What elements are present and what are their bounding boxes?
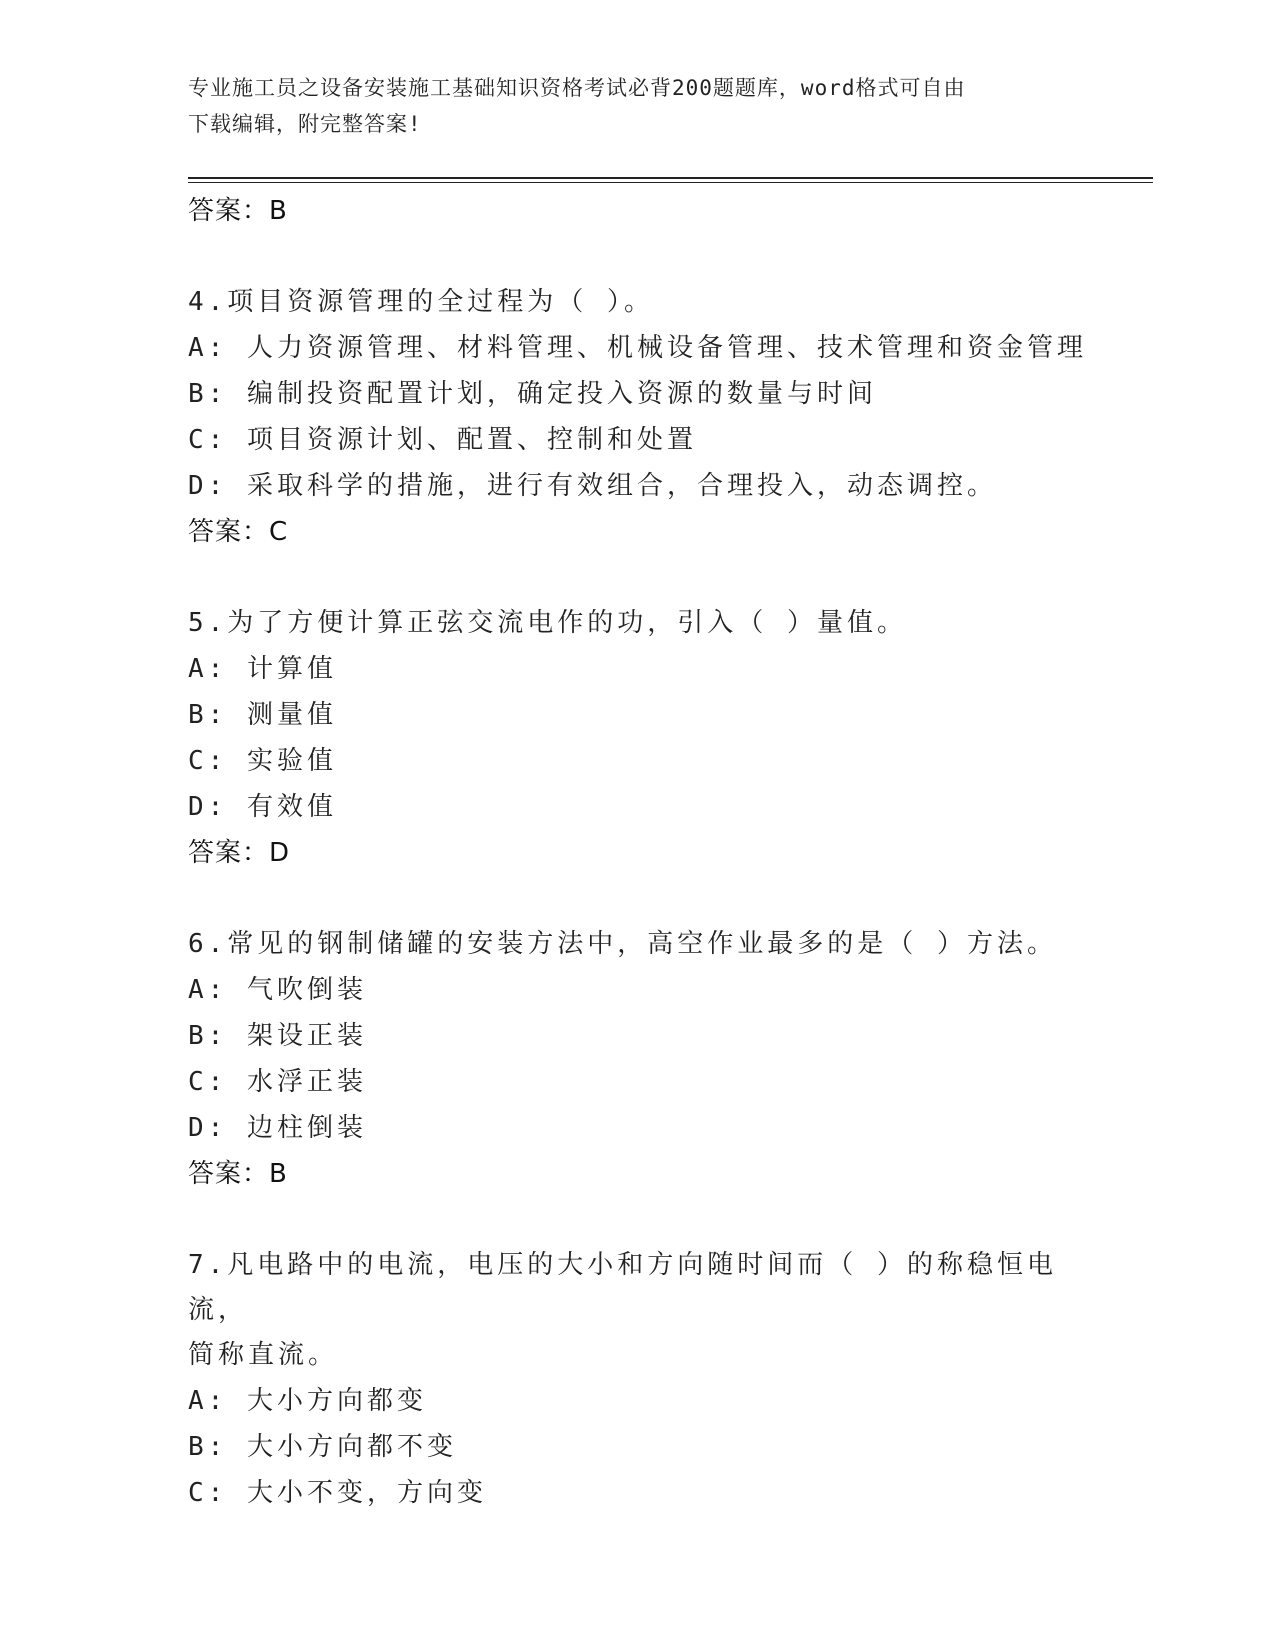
answer-line: 答案：B bbox=[188, 196, 288, 226]
question-stem: 6.常见的钢制储罐的安装方法中，高空作业最多的是（ ）方法。 bbox=[188, 929, 1057, 959]
option-a: A: 计算值 bbox=[188, 654, 337, 684]
question-5 bbox=[188, 601, 1088, 876]
question-7 bbox=[188, 1243, 1088, 1516]
answer-line: 答案：D bbox=[188, 838, 291, 868]
option-b: B: 编制投资配置计划，确定投入资源的数量与时间 bbox=[188, 379, 877, 409]
question-stem-line-1: 7.凡电路中的电流，电压的大小和方向随时间而（ ）的称稳恒电流， bbox=[188, 1250, 1057, 1325]
option-a: A: 大小方向都变 bbox=[188, 1386, 427, 1416]
question-stem: 4.项目资源管理的全过程为（ ）。 bbox=[188, 287, 654, 317]
option-b: B: 架设正装 bbox=[188, 1021, 367, 1051]
option-a: A: 人力资源管理、材料管理、机械设备管理、技术管理和资金管理 bbox=[188, 333, 1087, 363]
option-a: A: 气吹倒装 bbox=[188, 975, 367, 1005]
header-title-line-2: 下载编辑，附完整答案! bbox=[188, 112, 422, 136]
option-c: C: 水浮正装 bbox=[188, 1067, 367, 1097]
option-d: D: 边柱倒装 bbox=[188, 1113, 367, 1143]
option-b: B: 大小方向都不变 bbox=[188, 1432, 457, 1462]
document-body bbox=[188, 188, 1088, 1516]
page-header bbox=[188, 70, 1088, 142]
option-d: D: 采取科学的措施，进行有效组合，合理投入，动态调控。 bbox=[188, 471, 997, 501]
header-divider-thick bbox=[188, 177, 1153, 179]
option-d: D: 有效值 bbox=[188, 792, 337, 822]
option-c: C: 项目资源计划、配置、控制和处置 bbox=[188, 425, 697, 455]
question-stem: 5.为了方便计算正弦交流电作的功，引入（ ）量值。 bbox=[188, 608, 907, 638]
header-title-line-1: 专业施工员之设备安装施工基础知识资格考试必背200题题库，word格式可自由 bbox=[188, 76, 966, 100]
answer-line: 答案：B bbox=[188, 1159, 288, 1189]
question-6 bbox=[188, 922, 1088, 1197]
option-c: C: 大小不变，方向变 bbox=[188, 1478, 487, 1508]
question-4 bbox=[188, 280, 1088, 555]
option-b: B: 测量值 bbox=[188, 700, 337, 730]
header-divider-thin bbox=[188, 182, 1153, 183]
option-c: C: 实验值 bbox=[188, 746, 337, 776]
answer-line: 答案：C bbox=[188, 517, 289, 547]
question-stem-line-2: 简称直流。 bbox=[188, 1340, 339, 1370]
